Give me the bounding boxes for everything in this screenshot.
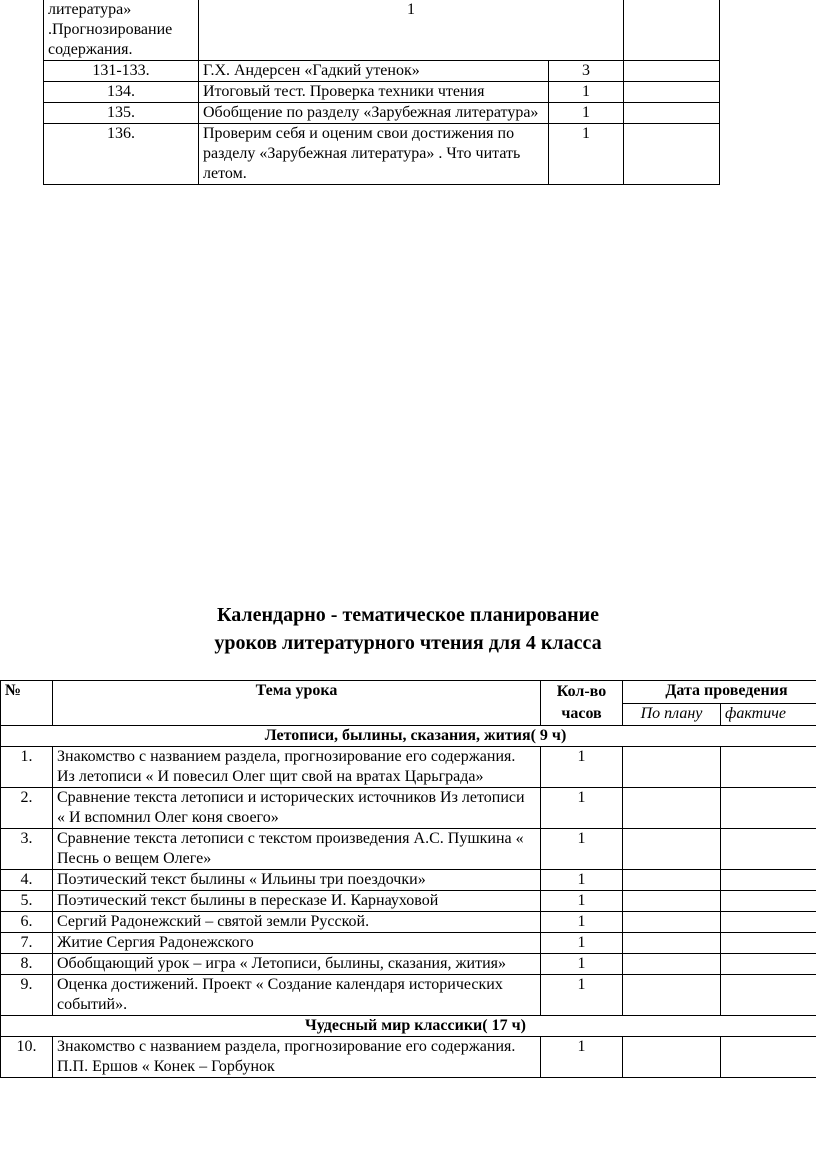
row-plan <box>623 870 721 891</box>
row-hours: 1 <box>549 103 624 124</box>
row-plan <box>623 788 721 829</box>
row-num: 8. <box>1 954 53 975</box>
row-fact <box>721 829 816 870</box>
row-num: 135. <box>44 103 199 124</box>
row-hours: 1 <box>549 82 624 103</box>
row-hours: 1 <box>541 1037 623 1078</box>
row-plan <box>623 975 721 1016</box>
table-row <box>44 103 720 124</box>
row-plan <box>623 891 721 912</box>
table-row <box>1 891 816 912</box>
row-plan <box>623 1037 721 1078</box>
table-row <box>44 82 720 103</box>
row-num: 10. <box>1 1037 53 1078</box>
row-empty <box>624 61 720 82</box>
row-topic: Знакомство с названием раздела, прогнозирование его содержания. П.П. Ершов « Конек – Горбунок <box>53 1037 541 1078</box>
row-hours: 1 <box>541 829 623 870</box>
row-num: 6. <box>1 912 53 933</box>
table-row <box>44 61 720 82</box>
row-hours: 1 <box>549 124 624 185</box>
row-fact <box>721 954 816 975</box>
row-hours: 1 <box>541 954 623 975</box>
table-row <box>1 829 816 870</box>
row-topic: Сравнение текста летописи и исторических источников Из летописи « И вспомнил Олег коня своего» <box>53 788 541 829</box>
row-fact <box>721 747 816 788</box>
table-row <box>1 747 816 788</box>
row-topic: Обобщение по разделу «Зарубежная литература» <box>199 103 549 124</box>
header-row <box>1 681 816 704</box>
row-topic: Оценка достижений. Проект « Создание календаря исторических событий». <box>53 975 541 1016</box>
row-topic: литература» .Прогнозирование содержания. <box>44 0 199 61</box>
row-num: 9. <box>1 975 53 1016</box>
table-row <box>1 975 816 1016</box>
header-plan: По плану <box>623 703 721 726</box>
row-empty <box>624 124 720 185</box>
row-topic: Поэтический текст былины « Ильины три поездочки» <box>53 870 541 891</box>
row-hours: 1 <box>541 975 623 1016</box>
row-fact <box>721 975 816 1016</box>
title-line-1: Календарно - тематическое планирование <box>216 604 600 626</box>
table-row <box>44 0 720 61</box>
page-title <box>0 601 816 657</box>
row-num: 7. <box>1 933 53 954</box>
row-hours: 1 <box>199 0 624 61</box>
row-hours: 1 <box>541 912 623 933</box>
row-plan <box>623 829 721 870</box>
table-row <box>1 933 816 954</box>
row-num: 134. <box>44 82 199 103</box>
row-hours: 3 <box>549 61 624 82</box>
row-topic: Знакомство с названием раздела, прогнозирование его содержания. Из летописи « И повесил Олег щит свой на вратах Царьграда» <box>53 747 541 788</box>
section-title: Чудесный мир классики( 17 ч) <box>1 1016 816 1037</box>
row-fact <box>721 1037 816 1078</box>
row-plan <box>623 747 721 788</box>
row-empty <box>624 103 720 124</box>
table-row <box>1 912 816 933</box>
row-hours: 1 <box>541 747 623 788</box>
row-fact <box>721 870 816 891</box>
row-topic: Сравнение текста летописи с текстом произведения А.С. Пушкина « Песнь о вещем Олеге» <box>53 829 541 870</box>
title-line-2: уроков литературного чтения для 4 класса <box>214 632 602 654</box>
row-num: 4. <box>1 870 53 891</box>
row-fact <box>721 891 816 912</box>
row-fact <box>721 912 816 933</box>
row-topic: Г.Х. Андерсен «Гадкий утенок» <box>199 61 549 82</box>
row-topic: Житие Сергия Радонежского <box>53 933 541 954</box>
row-num: 3. <box>1 829 53 870</box>
row-hours: 1 <box>541 788 623 829</box>
table-row <box>1 1037 816 1078</box>
row-num: 5. <box>1 891 53 912</box>
row-fact <box>721 788 816 829</box>
row-topic: Сергий Радонежский – святой земли Русской. <box>53 912 541 933</box>
header-num: № <box>1 681 53 726</box>
row-num: 136. <box>44 124 199 185</box>
row-topic: Поэтический текст былины в пересказе И. Карнауховой <box>53 891 541 912</box>
header-date: Дата проведения <box>623 681 816 704</box>
row-empty <box>624 82 720 103</box>
top-table <box>43 0 720 185</box>
row-plan <box>623 933 721 954</box>
row-topic: Итоговый тест. Проверка техники чтения <box>199 82 549 103</box>
header-topic: Тема урока <box>53 681 541 726</box>
row-empty <box>624 0 720 61</box>
row-num: 2. <box>1 788 53 829</box>
row-hours: 1 <box>541 933 623 954</box>
section-row <box>1 1016 816 1037</box>
row-topic: Обобщающий урок – игра « Летописи, былины, сказания, жития» <box>53 954 541 975</box>
row-hours: 1 <box>541 891 623 912</box>
row-plan <box>623 954 721 975</box>
row-topic: Проверим себя и оценим свои достижения по разделу «Зарубежная литература» . Что читать летом. <box>199 124 549 185</box>
table-row <box>1 870 816 891</box>
row-plan <box>623 912 721 933</box>
section-row <box>1 726 816 747</box>
row-fact <box>721 933 816 954</box>
table-row <box>44 124 720 185</box>
header-fact: фактиче <box>721 703 816 726</box>
section-title: Летописи, былины, сказания, жития( 9 ч) <box>1 726 816 747</box>
row-num: 1. <box>1 747 53 788</box>
row-num: 131-133. <box>44 61 199 82</box>
row-hours: 1 <box>541 870 623 891</box>
main-table <box>0 680 816 1078</box>
header-hours: Кол-во часов <box>541 681 623 726</box>
table-row <box>1 954 816 975</box>
table-row <box>1 788 816 829</box>
